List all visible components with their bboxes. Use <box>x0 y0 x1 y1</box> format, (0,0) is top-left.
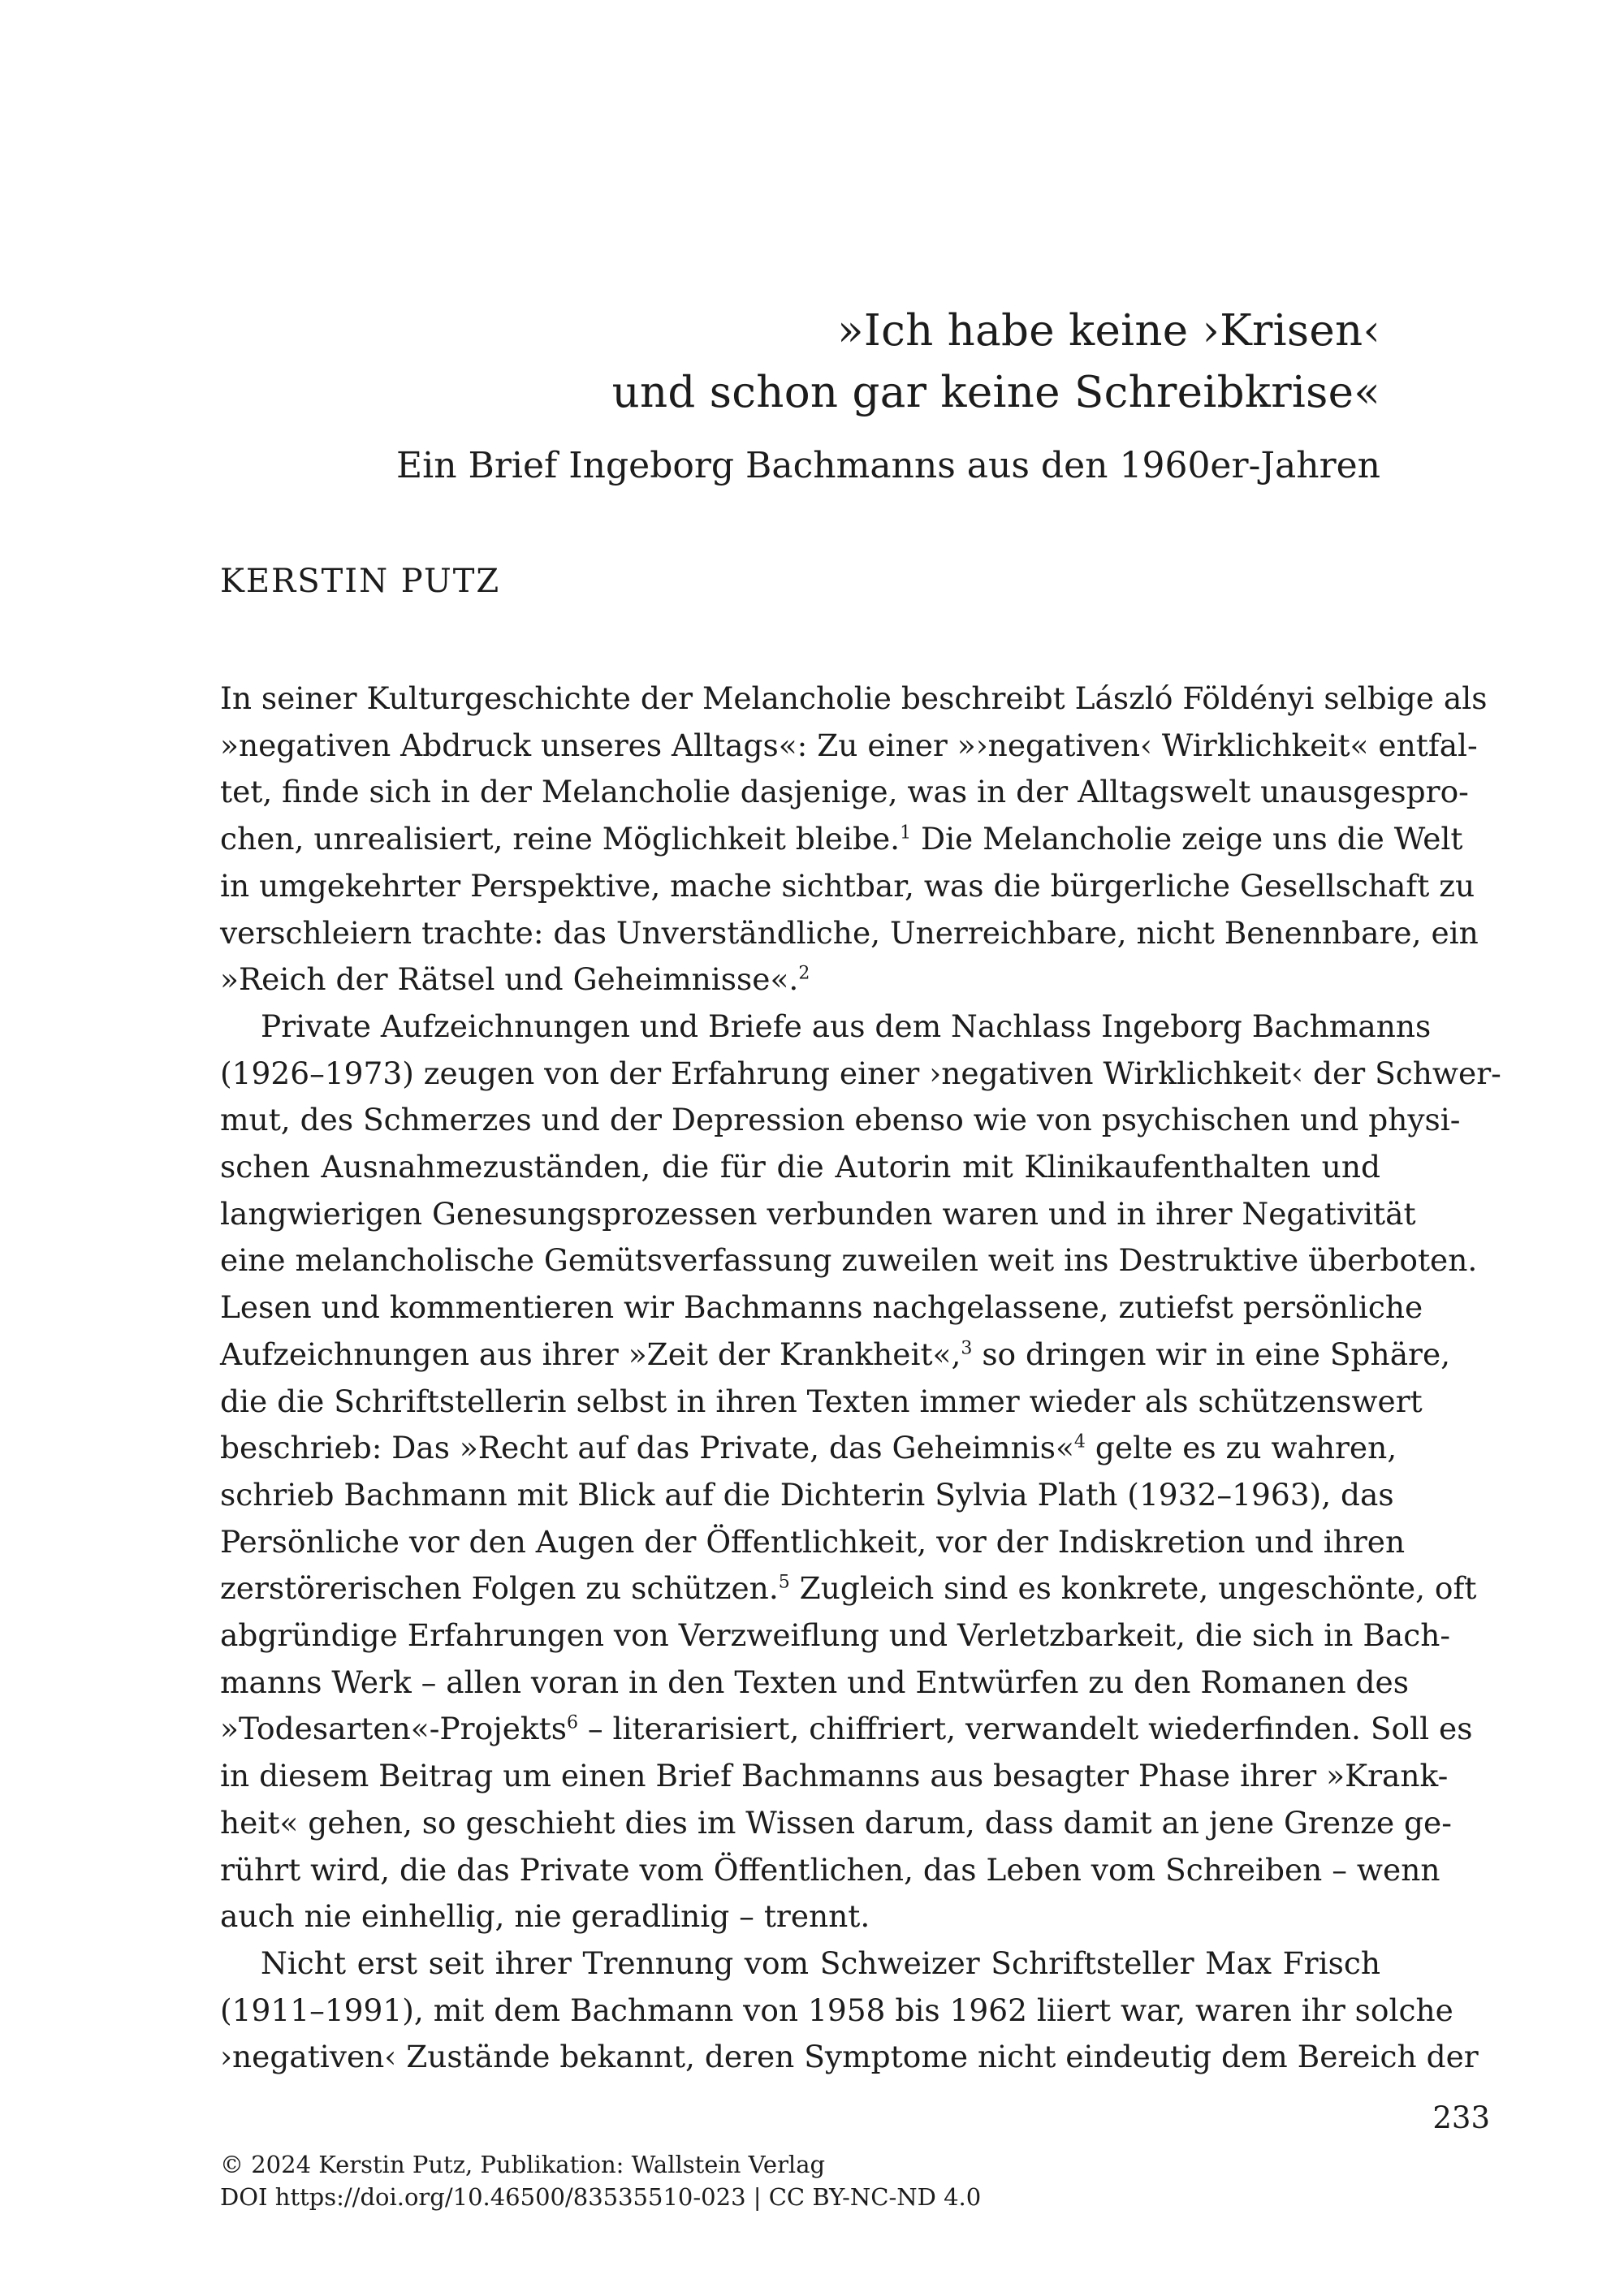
text-line: (1911–1991), mit dem Bachmann von 1958 bis 1962 liiert war, waren ihr solche <box>220 1992 1453 2028</box>
text-line: in diesem Beitrag um einen Brief Bachmanns aus besagter Phase ihrer »Krank- <box>220 1758 1449 1794</box>
footnote-ref-6[interactable]: 6 <box>566 1712 578 1733</box>
footnote-ref-3[interactable]: 3 <box>961 1338 973 1359</box>
footnote-ref-5[interactable]: 5 <box>778 1572 790 1593</box>
text-segment: Die Melancholie zeige uns die Welt <box>921 821 1463 857</box>
text-segment: zerstörerischen Folgen zu schützen. <box>220 1570 779 1607</box>
footnote-ref-4[interactable]: 4 <box>1073 1431 1086 1452</box>
text-line <box>220 956 1380 1004</box>
text-segment: »Todesarten«-Projekts <box>220 1711 567 1747</box>
text-line <box>220 1332 1451 1379</box>
text-line <box>220 1425 1397 1472</box>
text-line: ›negativen‹ Zustände bekannt, deren Symptome nicht eindeutig dem Bereich der <box>220 2039 1479 2075</box>
text-line <box>220 816 1463 863</box>
text-line: abgründige Erfahrungen von Verzweiflung und Verletzbarkeit, die sich in Bach- <box>220 1617 1451 1654</box>
text-line: auch nie einhellig, nie geradlinig – trennt. <box>220 1898 870 1935</box>
doi-line[interactable]: DOI https://doi.org/10.46500/83535510-023 | CC BY-NC-ND 4.0 <box>220 2183 982 2211</box>
text-line: langwierigen Genesungsprozessen verbunden waren und in ihrer Negativität <box>220 1195 1416 1232</box>
paragraph-2 <box>220 1004 1501 1940</box>
text-segment: »Reich der Rätsel und Geheimnisse«. <box>220 961 799 998</box>
text-line: Private Aufzeichnungen und Briefe aus dem Nachlass Ingeborg Bachmanns <box>261 1008 1432 1044</box>
text-segment: Zugleich sind es konkrete, ungeschönte, oft <box>799 1570 1477 1607</box>
text-line: Nicht erst seit ihrer Trennung vom Schweizer Schriftsteller Max Frisch <box>261 1945 1380 1981</box>
text-segment: Aufzeichnungen aus ihrer »Zeit der Krankheit«, <box>220 1336 961 1372</box>
text-segment: so dringen wir in eine Sphäre, <box>982 1336 1451 1372</box>
title-line-2: und schon gar keine Schreibkrise« <box>611 368 1380 417</box>
text-line: heit« gehen, so geschieht dies im Wissen darum, dass damit an jene Grenze ge- <box>220 1804 1452 1841</box>
publication-footer <box>220 2148 981 2213</box>
text-line <box>220 1565 1477 1612</box>
text-line: tet, finde sich in der Melancholie dasjenige, was in der Alltagswelt unausgespro- <box>220 774 1469 810</box>
title-line-1: »Ich habe keine ›Krisen‹ <box>837 306 1380 356</box>
text-segment: beschrieb: Das »Recht auf das Private, das Geheimnis« <box>220 1430 1074 1466</box>
author-name: KERSTIN PUTZ <box>220 563 501 600</box>
text-segment: chen, unrealisiert, reine Möglichkeit bleibe. <box>220 821 901 857</box>
article-body <box>220 676 1501 2081</box>
article-subtitle: Ein Brief Ingeborg Bachmanns aus den 1960er-Jahren <box>396 445 1380 486</box>
text-line: manns Werk – allen voran in den Texten und Entwürfen zu den Romanen des <box>220 1664 1409 1700</box>
text-segment: gelte es zu wahren, <box>1095 1430 1397 1466</box>
text-line <box>220 1706 1473 1753</box>
text-line: schen Ausnahmezuständen, die für die Autorin mit Klinikaufenthalten und <box>220 1149 1380 1185</box>
paragraph-1 <box>220 676 1488 1004</box>
text-line: Persönliche vor den Augen der Öffentlichkeit, vor der Indiskretion und ihren <box>220 1523 1406 1560</box>
copyright-line: © 2024 Kerstin Putz, Publikation: Wallstein Verlag <box>220 2151 826 2178</box>
text-line: die die Schriftstellerin selbst in ihren Texten immer wieder als schützenswert <box>220 1383 1423 1419</box>
text-segment: – literarisiert, chiffriert, verwandelt wiederfinden. Soll es <box>587 1711 1473 1747</box>
footnote-ref-2[interactable]: 2 <box>798 963 810 984</box>
article-title <box>0 300 1380 490</box>
text-line: verschleiern trachte: das Unverständliche, Unerreichbare, nicht Benennbare, ein <box>220 914 1479 951</box>
text-line: »negativen Abdruck unseres Alltags«: Zu einer »›negativen‹ Wirklichkeit« entfal- <box>220 727 1478 763</box>
text-line: rührt wird, die das Private vom Öffentlichen, das Leben vom Schreiben – wenn <box>220 1851 1440 1888</box>
text-line: mut, des Schmerzes und der Depression ebenso wie von psychischen und physi- <box>220 1102 1461 1138</box>
text-line: Lesen und kommentieren wir Bachmanns nachgelassene, zutiefst persönliche <box>220 1289 1423 1326</box>
text-line: in umgekehrter Perspektive, mache sichtbar, was die bürgerliche Gesellschaft zu <box>220 867 1475 904</box>
page-number: 233 <box>1432 2100 1490 2135</box>
footnote-ref-1[interactable]: 1 <box>900 822 912 844</box>
text-line: schrieb Bachmann mit Blick auf die Dichterin Sylvia Plath (1932–1963), das <box>220 1476 1394 1513</box>
text-line: (1926–1973) zeugen von der Erfahrung einer ›negativen Wirklichkeit‹ der Schwer- <box>220 1055 1501 1091</box>
text-line: eine melancholische Gemütsverfassung zuweilen weit ins Destruktive überboten. <box>220 1242 1478 1279</box>
paragraph-3 <box>220 1940 1479 2081</box>
text-line: In seiner Kulturgeschichte der Melancholie beschreibt László Földényi selbige als <box>220 680 1488 716</box>
